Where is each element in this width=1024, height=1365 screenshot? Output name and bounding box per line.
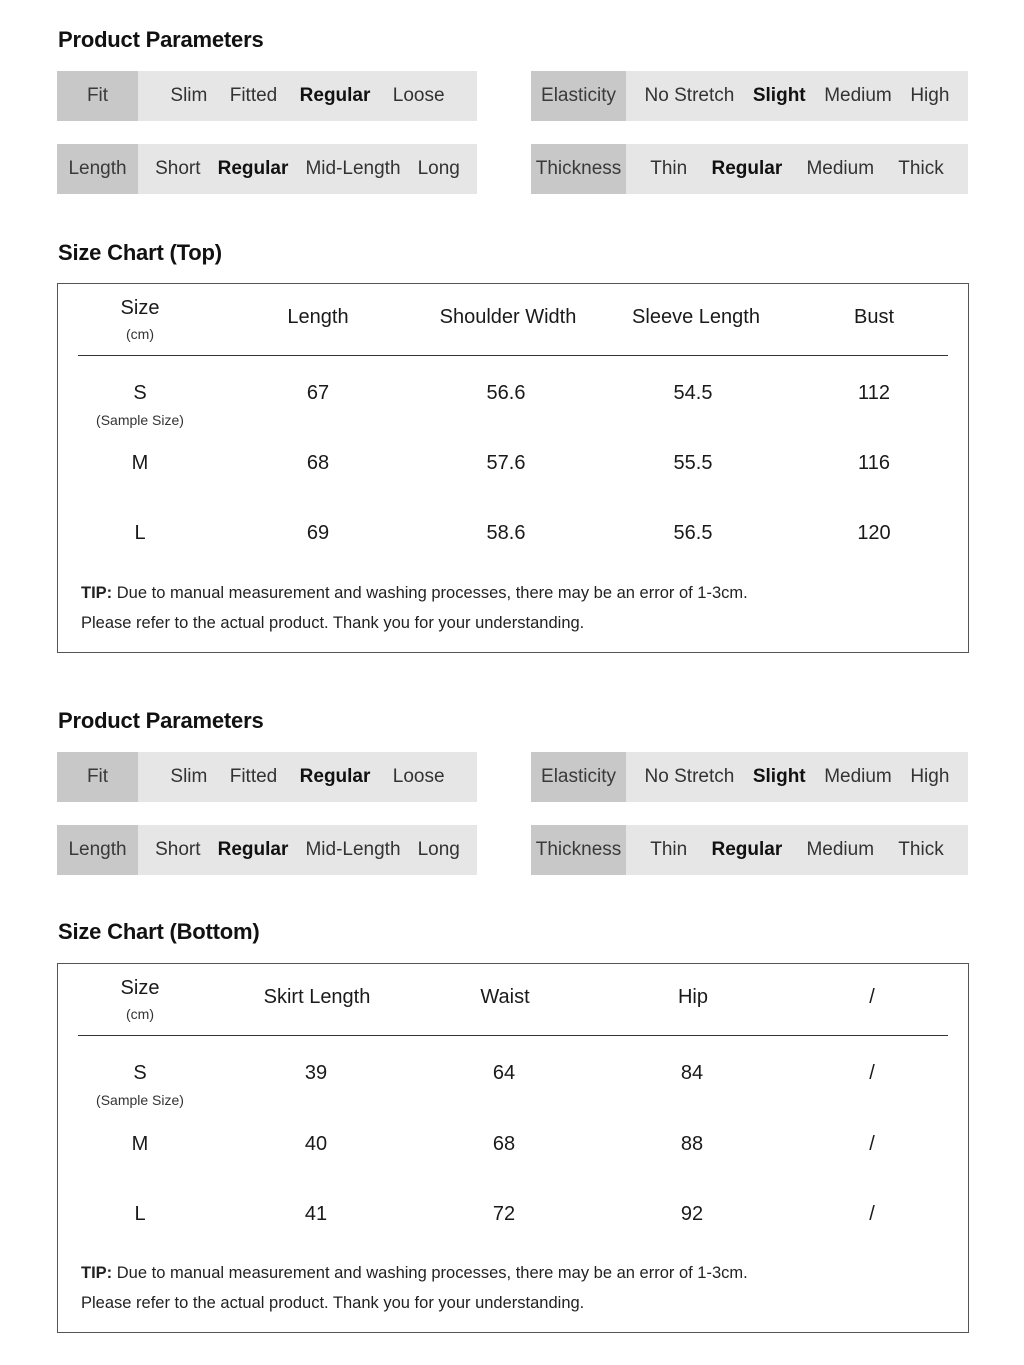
elasticity-options	[626, 752, 968, 802]
table-cell: 88	[680, 1133, 704, 1155]
size-chart-bottom	[57, 963, 969, 1333]
fit-option-fitted: Fitted	[229, 766, 278, 787]
elasticity-label: Elasticity	[531, 752, 626, 802]
row-size: M	[131, 1133, 149, 1155]
size-unit: (cm)	[126, 326, 154, 342]
length-option-short: Short	[155, 158, 201, 179]
product-parameters-title: Product Parameters	[58, 27, 264, 52]
elasticity-option-no-stretch: No Stretch	[644, 85, 735, 106]
length-option-mid-length: Mid-Length	[305, 839, 401, 860]
size-unit: (cm)	[126, 1006, 154, 1022]
thickness-option-medium: Medium	[806, 839, 875, 860]
elasticity-option-high: High	[910, 85, 950, 106]
thickness-label: Thickness	[531, 144, 626, 194]
thickness-option-thin: Thin	[650, 158, 688, 179]
table-cell: 112	[858, 382, 890, 404]
elasticity-parameter	[531, 71, 968, 121]
table-cell: 116	[858, 452, 890, 474]
row-size: S	[133, 1062, 147, 1084]
table-cell: /	[869, 1203, 875, 1225]
tip-note	[81, 578, 748, 638]
fit-options	[138, 71, 477, 121]
thickness-option-medium: Medium	[806, 158, 875, 179]
column-header: Skirt Length	[263, 986, 371, 1008]
header-divider	[78, 1035, 948, 1036]
table-cell: 92	[680, 1203, 704, 1225]
elasticity-options	[626, 71, 968, 121]
tip-text-line2: Please refer to the actual product. Thank you for your understanding.	[81, 614, 585, 632]
elasticity-label: Elasticity	[531, 71, 626, 121]
thickness-parameter	[531, 825, 968, 875]
product-parameters-title: Product Parameters	[58, 708, 264, 733]
fit-option-regular: Regular	[299, 766, 371, 787]
size-header: Size	[120, 297, 160, 319]
length-parameter	[57, 144, 477, 194]
fit-parameter	[57, 71, 477, 121]
size-header: Size	[120, 977, 160, 999]
column-header: Sleeve Length	[632, 306, 760, 328]
row-size: M	[131, 452, 149, 474]
elasticity-option-slight: Slight	[752, 766, 806, 787]
length-option-mid-length: Mid-Length	[305, 158, 401, 179]
thickness-parameter	[531, 144, 968, 194]
length-option-regular: Regular	[217, 839, 289, 860]
table-cell: /	[869, 1133, 875, 1155]
thickness-options	[626, 825, 968, 875]
table-cell: 56.6	[486, 382, 526, 404]
row-size: L	[134, 1203, 146, 1225]
table-cell: 84	[680, 1062, 704, 1084]
fit-label: Fit	[57, 752, 138, 802]
fit-option-loose: Loose	[392, 85, 445, 106]
length-option-regular: Regular	[217, 158, 289, 179]
fit-label: Fit	[57, 71, 138, 121]
table-cell: 72	[492, 1203, 516, 1225]
column-header: Bust	[853, 306, 895, 328]
sample-size-note: (Sample Size)	[96, 1092, 184, 1108]
thickness-label: Thickness	[531, 825, 626, 875]
thickness-options	[626, 144, 968, 194]
fit-option-regular: Regular	[299, 85, 371, 106]
table-cell: 58.6	[486, 522, 526, 544]
elasticity-option-high: High	[910, 766, 950, 787]
tip-label: TIP:	[81, 1264, 113, 1282]
table-cell: 57.6	[486, 452, 526, 474]
length-option-long: Long	[417, 839, 460, 860]
elasticity-option-medium: Medium	[824, 85, 892, 106]
thickness-option-thick: Thick	[898, 158, 944, 179]
tip-note	[81, 1258, 748, 1318]
column-header: Hip	[677, 986, 709, 1008]
length-options	[138, 825, 477, 875]
thickness-option-regular: Regular	[711, 158, 783, 179]
size-chart-top-title: Size Chart (Top)	[58, 240, 222, 265]
table-cell: 120	[857, 522, 891, 544]
table-cell: 68	[492, 1133, 516, 1155]
column-header: Waist	[480, 986, 530, 1008]
column-header: Length	[287, 306, 349, 328]
table-cell: 40	[304, 1133, 328, 1155]
fit-parameter	[57, 752, 477, 802]
fit-option-slim: Slim	[170, 85, 208, 106]
elasticity-parameter	[531, 752, 968, 802]
row-size: S	[133, 382, 147, 404]
table-cell: 39	[304, 1062, 328, 1084]
tip-text-line2: Please refer to the actual product. Thank you for your understanding.	[81, 1294, 585, 1312]
column-header: Shoulder Width	[439, 306, 577, 328]
length-option-long: Long	[417, 158, 460, 179]
table-cell: 69	[306, 522, 330, 544]
row-size: L	[134, 522, 146, 544]
table-cell: 56.5	[673, 522, 713, 544]
fit-option-loose: Loose	[392, 766, 445, 787]
thickness-option-thin: Thin	[650, 839, 688, 860]
thickness-option-regular: Regular	[711, 839, 783, 860]
length-label: Length	[57, 144, 138, 194]
elasticity-option-slight: Slight	[752, 85, 806, 106]
fit-options	[138, 752, 477, 802]
table-cell: 41	[304, 1203, 328, 1225]
fit-option-slim: Slim	[170, 766, 208, 787]
table-cell: 68	[306, 452, 330, 474]
size-chart-bottom-title: Size Chart (Bottom)	[58, 919, 260, 944]
table-cell: 67	[306, 382, 330, 404]
length-parameter	[57, 825, 477, 875]
length-label: Length	[57, 825, 138, 875]
tip-text-line1: Due to manual measurement and washing processes, there may be an error of 1-3cm.	[112, 1264, 748, 1282]
table-cell: 55.5	[673, 452, 713, 474]
table-cell: 64	[492, 1062, 516, 1084]
elasticity-option-medium: Medium	[824, 766, 892, 787]
thickness-option-thick: Thick	[898, 839, 944, 860]
length-options	[138, 144, 477, 194]
header-divider	[78, 355, 948, 356]
column-header: /	[869, 986, 875, 1008]
tip-label: TIP:	[81, 584, 113, 602]
fit-option-fitted: Fitted	[229, 85, 278, 106]
tip-text-line1: Due to manual measurement and washing processes, there may be an error of 1-3cm.	[112, 584, 748, 602]
size-chart-top	[57, 283, 969, 653]
table-cell: 54.5	[673, 382, 713, 404]
length-option-short: Short	[155, 839, 201, 860]
table-cell: /	[869, 1062, 875, 1084]
elasticity-option-no-stretch: No Stretch	[644, 766, 735, 787]
sample-size-note: (Sample Size)	[96, 412, 184, 428]
